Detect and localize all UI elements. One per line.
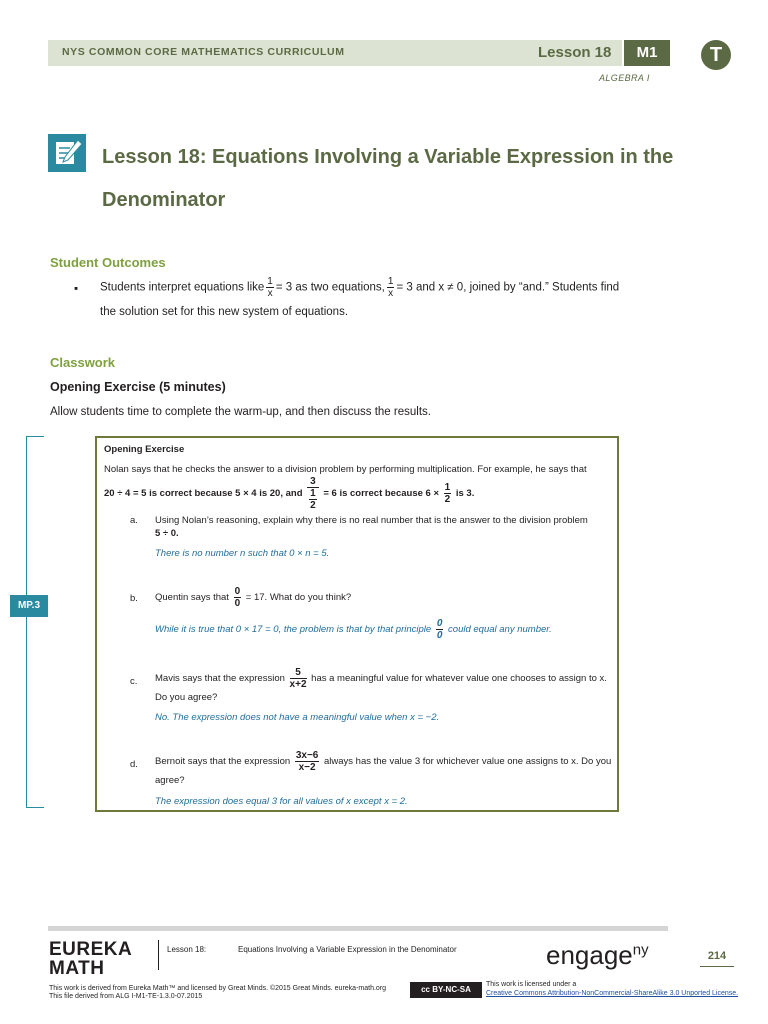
fraction [295,750,320,773]
example-text-b: = 6 is correct because 6 × [323,488,439,500]
frac-numerator: 0 [234,586,241,597]
outcome-text-line2: the solution set for this new system of equations. [100,306,349,318]
credit-line-1: This work is derived from Eureka Math™ and licensed by Great Minds. ©2015 Great Minds. eureka-math.org [49,985,387,992]
curriculum-label: NYS COMMON CORE MATHEMATICS CURRICULUM [62,46,345,58]
fraction [387,276,395,299]
frac-denominator: 0 [234,598,241,609]
item-b-answer-post: could equal any number. [448,624,552,636]
credit-line-2: This file derived from ALG I-M1-TE-1.3.0-07.2015 [49,993,203,1000]
item-c-question-post: has a meaningful value for whatever value one chooses to assign to x. [311,673,607,685]
box-example [104,476,614,511]
footer-divider [48,926,668,931]
outcome-text-2: as two equations, [295,281,385,294]
mp-bracket [26,436,44,808]
item-d-answer: The expression does equal 3 for all values of x except x = 2. [155,796,408,807]
frac-rhs: = 3 [275,281,293,294]
frac-denominator [307,488,319,511]
module-badge: M1 [624,40,670,66]
cc-license-badge: cc BY-NC-SA [410,982,482,998]
item-a-label: a. [130,515,138,526]
outcome-bullet [100,276,660,299]
frac-denominator: x [388,288,394,299]
item-a-answer: There is no number n such that 0 × n = 5. [155,548,330,559]
outcome-text-3: and x ≠ 0, joined by “and.” Students find [415,281,620,294]
exercise-title: Opening Exercise (5 minutes) [50,380,226,394]
box-intro: Nolan says that he checks the answer to a division problem by performing multiplication. For example, he says that [104,464,587,475]
teacher-badge: T [701,40,731,70]
classwork-heading: Classwork [50,355,116,370]
item-d-label: d. [130,759,138,770]
frac-numerator: 3 [307,476,319,488]
example-text-a: 20 ÷ 4 = 5 is correct because 5 × 4 is 20, and [104,488,303,500]
frac-numerator: 1 [267,276,273,287]
title-line-1: Lesson 18: Equations Involving a Variable Expression in the [102,146,674,168]
fraction [436,618,444,641]
mp-badge: MP.3 [10,595,48,617]
frac-denominator: x−2 [298,762,316,773]
outcome-text-1: Students interpret equations like [100,281,265,294]
item-c-question-pre: Mavis says that the expression [155,673,285,685]
frac-numerator: 3x−6 [295,750,319,761]
frac-denominator: x+2 [289,679,307,690]
frac-numerator: 1 [387,276,394,287]
frac-rhs: = 3 [396,281,413,294]
complex-fraction [307,476,319,511]
frac-numerator: 1 [444,482,451,493]
fraction [234,586,242,609]
license-line-1: This work is licensed under a [486,981,577,988]
page-number: 214 [700,950,734,967]
outcomes-heading: Student Outcomes [50,255,166,270]
frac-denominator: x [267,288,273,299]
lesson-label: Lesson 18 [538,44,612,61]
page-title [102,136,702,222]
item-d-question [155,750,615,773]
item-c-question [155,667,615,690]
subject-label: ALGEBRA I [599,73,650,83]
item-b-label: b. [130,593,138,604]
engage-sup: ny [632,941,649,959]
frac-denominator: 0 [436,630,443,641]
eureka-math-logo [49,940,132,978]
logo-line-1: EUREKA [49,939,133,960]
title-line-2: Denominator [102,189,226,211]
license-link[interactable]: Creative Commons Attribution-NonCommercial-ShareAlike 3.0 Unported License. [486,990,739,997]
frac-numerator: 1 [310,488,316,499]
fraction [444,482,452,505]
engageny-logo [546,940,649,971]
item-b-answer [155,618,610,641]
frac-numerator: 5 [290,667,307,679]
fraction [290,667,307,690]
item-b-question [155,586,610,609]
item-c-answer: No. The expression does not have a meaningful value when x = −2. [155,712,440,723]
fraction [266,276,274,299]
item-d-question-post: always has the value 3 for whichever value one assigns to x. Do you [324,756,612,768]
instruction-text: Allow students time to complete the warm-up, and then discuss the results. [50,406,431,418]
bullet-icon: ▪ [74,283,79,295]
frac-numerator: 0 [436,618,443,629]
frac-denominator: 2 [444,494,451,505]
item-a-question-2: 5 ÷ 0. [155,528,179,539]
item-b-answer-pre: While it is true that 0 × 17 = 0, the problem is that by that principle [155,624,432,636]
footer-vertical-divider [158,940,159,970]
item-b-question-post: = 17. What do you think? [245,592,352,604]
item-d-question-2: agree? [155,775,185,786]
logo-line-2: MATH [49,958,105,979]
footer-lesson-title: Equations Involving a Variable Expression in the Denominator [238,945,457,954]
item-c-question-2: Do you agree? [155,692,218,703]
item-a-question: Using Nolan’s reasoning, explain why there is no real number that is the answer to the division problem [155,515,588,526]
item-c-label: c. [130,676,138,687]
example-text-c: is 3. [455,488,475,500]
frac-denominator: 2 [310,500,316,511]
inner-fraction [309,488,317,511]
box-title: Opening Exercise [104,444,185,455]
engage-text: engage [546,940,633,970]
pencil-notepad-icon [48,134,86,172]
item-d-question-pre: Bernoit says that the expression [155,756,291,768]
footer-lesson-label: Lesson 18: [167,945,207,954]
item-b-question-pre: Quentin says that [155,592,229,604]
